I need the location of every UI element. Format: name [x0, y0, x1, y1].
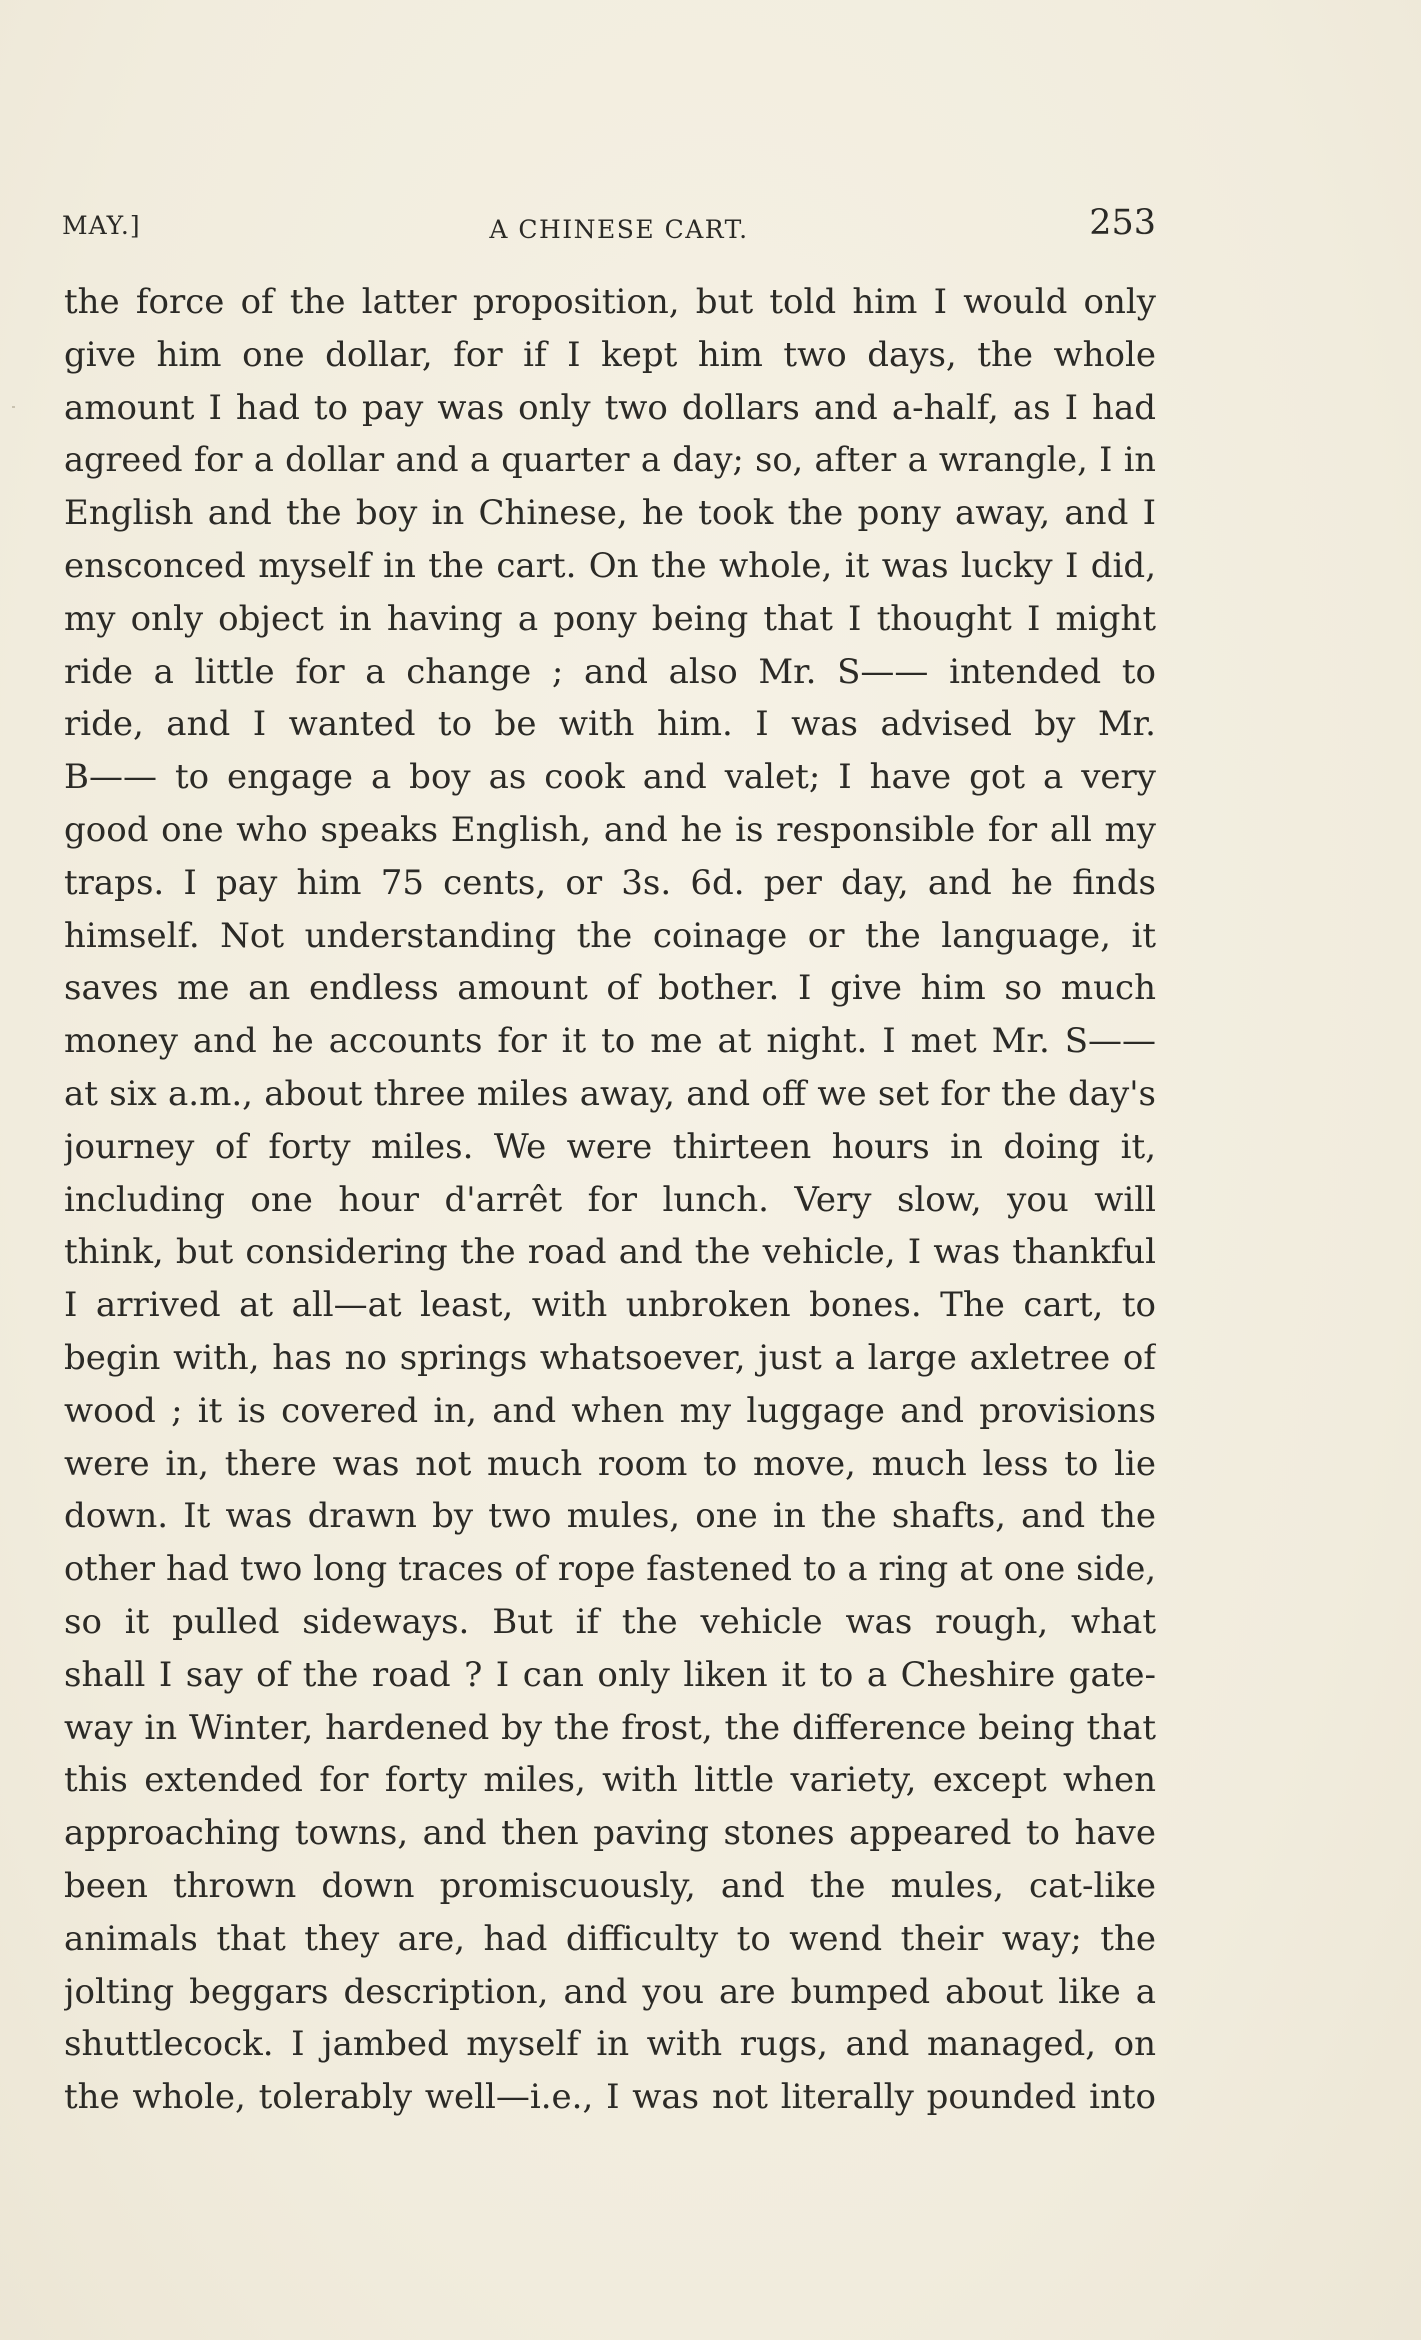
text-line: the force of the latter proposition, but told him I would only	[64, 282, 1156, 322]
text-line: down. It was drawn by two mules, one in the shafts, and the	[64, 1496, 1156, 1537]
text-line: so it pulled sideways. But if the vehicle was rough, what	[64, 1601, 1156, 1642]
text-line: at six a.m., about three miles away, and off we set for the day's	[64, 1073, 1156, 1114]
text-line: shall I say of the road ? I can only liken it to a Cheshire gate-	[64, 1654, 1156, 1695]
text-line: ride a little for a change ; and also Mr. S—— intended to	[64, 651, 1156, 692]
text-line: ensconced myself in the cart. On the whole, it was lucky I did,	[64, 545, 1156, 586]
text-line: amount I had to pay was only two dollars and a-half, as I had	[64, 387, 1156, 428]
running-head-month: MAY.]	[62, 211, 141, 240]
text-line: approaching towns, and then paving stones appeared to have	[64, 1813, 1156, 1854]
text-line: good one who speaks English, and he is responsible for all my	[64, 809, 1156, 850]
text-line: my only object in having a pony being that I thought I might	[64, 598, 1156, 639]
text-line: other had two long traces of rope fastened to a ring at one side,	[64, 1549, 1156, 1589]
text-line: I arrived at all—at least, with unbroken bones. The cart, to	[64, 1285, 1156, 1326]
text-line: himself. Not understanding the coinage or the language, it	[64, 915, 1156, 956]
text-line: been thrown down promiscuously, and the mules, cat-like	[64, 1865, 1156, 1906]
text-line: agreed for a dollar and a quarter a day; so, after a wrangle, I in	[64, 440, 1156, 480]
text-line: think, but considering the road and the vehicle, I was thankful	[64, 1232, 1156, 1273]
text-line: this extended for forty miles, with little variety, except when	[64, 1760, 1156, 1801]
text-line: the whole, tolerably well—i.e., I was not literally pounded into	[64, 2077, 1156, 2118]
running-head-title: A CHINESE CART.	[489, 215, 749, 244]
running-head	[62, 203, 1156, 253]
text-line: money and he accounts for it to me at night. I met Mr. S——	[64, 1021, 1156, 1062]
text-line: traps. I pay him 75 cents, or 3s. 6d. per day, and he finds	[64, 862, 1156, 903]
text-line: ride, and I wanted to be with him. I was advised by Mr.	[64, 704, 1156, 745]
text-line: wood ; it is covered in, and when my luggage and provisions	[64, 1390, 1156, 1431]
text-line: were in, there was not much room to move, much less to lie	[64, 1443, 1156, 1484]
text-line: saves me an endless amount of bother. I give him so much	[64, 968, 1156, 1009]
text-line: jolting beggars description, and you are bumped about like a	[64, 1971, 1156, 2012]
text-line: begin with, has no springs whatsoever, just a large axletree of	[64, 1337, 1156, 1378]
text-line: give him one dollar, for if I kept him two days, the whole	[64, 334, 1156, 375]
page-speck	[12, 406, 15, 408]
text-line: way in Winter, hardened by the frost, the difference being that	[64, 1707, 1156, 1748]
text-line: B—— to engage a boy as cook and valet; I have got a very	[64, 757, 1156, 798]
text-line: shuttlecock. I jambed myself in with rugs, and managed, on	[64, 2024, 1156, 2065]
page-number: 253	[1089, 203, 1156, 243]
body-text	[64, 276, 1156, 2124]
text-line: journey of forty miles. We were thirteen hours in doing it,	[64, 1126, 1156, 1167]
text-line: including one hour d'arrêt for lunch. Very slow, you will	[64, 1179, 1156, 1220]
text-line: English and the boy in Chinese, he took the pony away, and I	[64, 493, 1156, 534]
text-line: animals that they are, had difficulty to wend their way; the	[64, 1918, 1156, 1959]
